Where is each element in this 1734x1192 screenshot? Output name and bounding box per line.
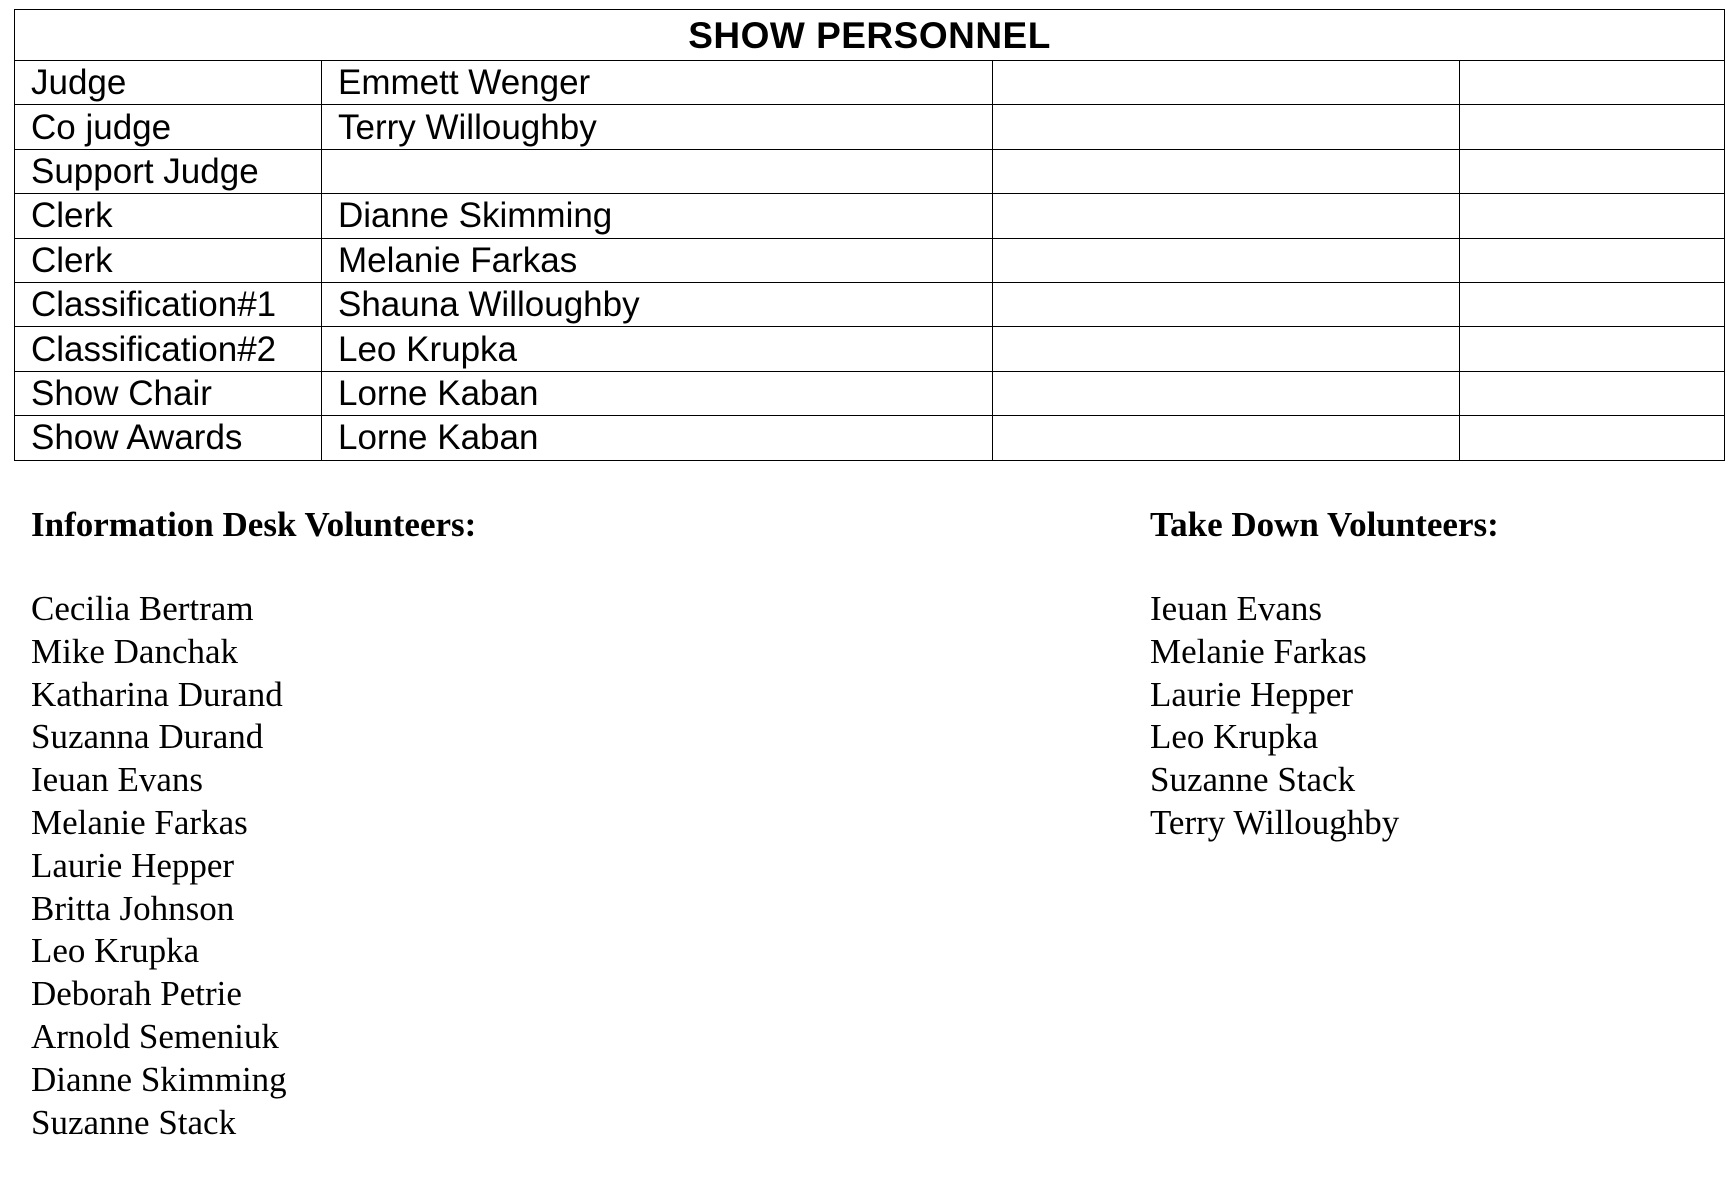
table-row bbox=[15, 194, 1725, 238]
empty-cell bbox=[1460, 61, 1725, 105]
name-cell: Leo Krupka bbox=[322, 327, 993, 371]
name-cell: Melanie Farkas bbox=[322, 238, 993, 282]
table-row bbox=[15, 105, 1725, 149]
information-desk-volunteers bbox=[31, 504, 476, 1144]
volunteer-list bbox=[1150, 588, 1499, 845]
role-cell: Show Awards bbox=[15, 416, 322, 460]
list-item: Laurie Hepper bbox=[1150, 674, 1354, 714]
empty-cell bbox=[1460, 105, 1725, 149]
role-cell: Clerk bbox=[15, 238, 322, 282]
empty-cell bbox=[1460, 194, 1725, 238]
table-row bbox=[15, 61, 1725, 105]
empty-cell bbox=[1460, 282, 1725, 326]
name-cell: Lorne Kaban bbox=[322, 371, 993, 415]
section-heading: Take Down Volunteers: bbox=[1150, 505, 1499, 544]
table-row bbox=[15, 149, 1725, 193]
list-item: Britta Johnson bbox=[31, 888, 235, 928]
empty-cell bbox=[993, 149, 1460, 193]
role-cell: Classification#2 bbox=[15, 327, 322, 371]
list-item: Laurie Hepper bbox=[31, 845, 235, 885]
list-item: Suzanne Stack bbox=[31, 1102, 237, 1142]
empty-cell bbox=[993, 327, 1460, 371]
empty-cell bbox=[1460, 327, 1725, 371]
list-item: Suzanna Durand bbox=[31, 717, 264, 757]
list-item: Katharina Durand bbox=[31, 674, 283, 714]
list-item: Dianne Skimming bbox=[31, 1059, 287, 1099]
empty-cell bbox=[993, 282, 1460, 326]
role-cell: Support Judge bbox=[15, 149, 322, 193]
section-heading: Information Desk Volunteers: bbox=[31, 505, 477, 544]
list-item: Leo Krupka bbox=[1150, 717, 1319, 757]
name-cell: Dianne Skimming bbox=[322, 194, 993, 238]
table-title: SHOW PERSONNEL bbox=[15, 10, 1725, 61]
table-row bbox=[15, 327, 1725, 371]
empty-cell bbox=[1460, 416, 1725, 460]
table-row bbox=[15, 238, 1725, 282]
list-item: Ieuan Evans bbox=[1150, 589, 1323, 628]
role-cell: Show Chair bbox=[15, 371, 322, 415]
name-cell: Shauna Willoughby bbox=[322, 282, 993, 326]
empty-cell bbox=[993, 371, 1460, 415]
empty-cell bbox=[993, 105, 1460, 149]
empty-cell bbox=[1460, 149, 1725, 193]
list-item: Arnold Semeniuk bbox=[31, 1016, 279, 1056]
role-cell: Co judge bbox=[15, 105, 322, 149]
list-item: Terry Willoughby bbox=[1150, 802, 1400, 842]
name-cell: Lorne Kaban bbox=[322, 416, 993, 460]
empty-cell bbox=[993, 416, 1460, 460]
table-row bbox=[15, 371, 1725, 415]
empty-cell bbox=[1460, 238, 1725, 282]
role-cell: Classification#1 bbox=[15, 282, 322, 326]
role-cell: Clerk bbox=[15, 194, 322, 238]
empty-cell bbox=[1460, 371, 1725, 415]
empty-cell bbox=[993, 238, 1460, 282]
empty-cell bbox=[993, 61, 1460, 105]
table-title-row bbox=[15, 10, 1725, 61]
list-item: Ieuan Evans bbox=[31, 760, 204, 800]
name-cell bbox=[322, 149, 993, 193]
volunteer-list bbox=[31, 588, 476, 1144]
list-item: Melanie Farkas bbox=[31, 802, 248, 842]
table-row bbox=[15, 282, 1725, 326]
list-item: Melanie Farkas bbox=[1150, 631, 1367, 671]
list-item: Leo Krupka bbox=[31, 931, 200, 971]
list-item: Cecilia Bertram bbox=[31, 589, 254, 628]
name-cell: Emmett Wenger bbox=[322, 61, 993, 105]
take-down-volunteers bbox=[1150, 504, 1499, 845]
empty-cell bbox=[993, 194, 1460, 238]
role-cell: Judge bbox=[15, 61, 322, 105]
list-item: Deborah Petrie bbox=[31, 974, 242, 1014]
list-item: Mike Danchak bbox=[31, 631, 239, 671]
show-personnel-table bbox=[14, 9, 1725, 461]
table-row bbox=[15, 416, 1725, 460]
list-item: Suzanne Stack bbox=[1150, 760, 1356, 800]
name-cell: Terry Willoughby bbox=[322, 105, 993, 149]
